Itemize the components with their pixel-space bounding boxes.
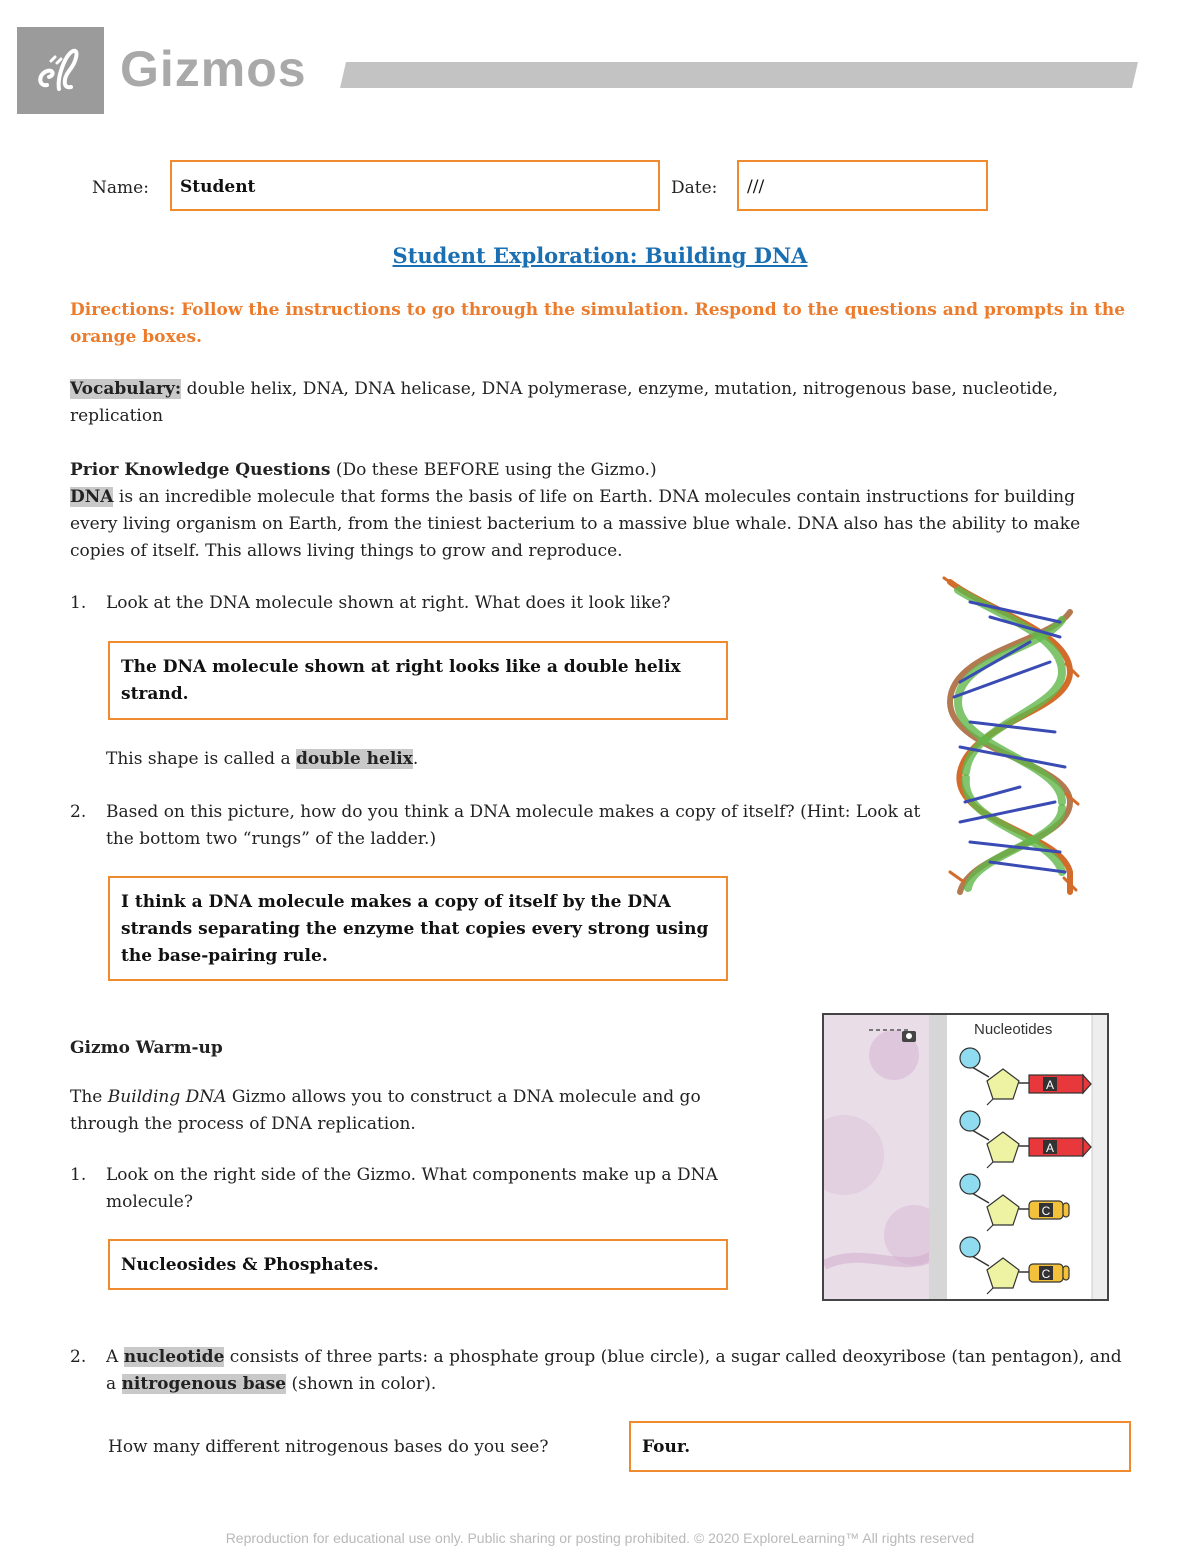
warmup-q1-number: 1. bbox=[70, 1165, 87, 1185]
name-label: Name: bbox=[92, 178, 149, 198]
name-value: Student bbox=[180, 177, 256, 197]
double-helix-term: double helix bbox=[296, 749, 413, 769]
name-field[interactable] bbox=[170, 160, 660, 211]
warmup-intro-post: Gizmo allows you to construct a DNA molecule and go through the process of DNA replication. bbox=[70, 1087, 701, 1134]
base-label: C bbox=[1041, 1267, 1051, 1281]
q1-followup-pre: This shape is called a bbox=[106, 749, 291, 769]
q1-text: Look at the DNA molecule shown at right. What does it look like? bbox=[106, 593, 671, 613]
q1-followup-post: . bbox=[412, 749, 419, 769]
q1-number: 1. bbox=[70, 593, 87, 613]
base-label: C bbox=[1041, 1204, 1051, 1218]
q2-answer: I think a DNA molecule makes a copy of itself by the DNA strands separating the enzyme that copies every strong using the base-pairing rule. bbox=[121, 892, 709, 966]
nucleotide-item[interactable] bbox=[959, 1110, 1099, 1172]
prior-knowledge-intro: is an incredible molecule that forms the basis of life on Earth. DNA molecules contain instructions for building every living organism on Earth, from the tiniest bacterium to a massive blue whale. DNA also has the ability to make copies of itself. This allows living things to grow and reproduce. bbox=[70, 487, 1081, 561]
q1-followup bbox=[106, 746, 418, 773]
sugar-icon bbox=[987, 1195, 1019, 1225]
warmup-intro bbox=[70, 1084, 750, 1138]
q1-answer: The DNA molecule shown at right looks like a double helix strand. bbox=[121, 657, 681, 704]
warmup-q1-answer-box[interactable] bbox=[108, 1239, 728, 1290]
header-bar bbox=[340, 60, 1140, 90]
warmup-q1-text: Look on the right side of the Gizmo. What components make up a DNA molecule? bbox=[106, 1165, 718, 1212]
warmup-q2-question: How many different nitrogenous bases do you see? bbox=[108, 1437, 549, 1457]
warmup-q2-part1: A bbox=[106, 1347, 119, 1367]
prior-knowledge-note: (Do these BEFORE using the Gizmo.) bbox=[335, 460, 657, 480]
warmup-q2-number: 2. bbox=[70, 1347, 87, 1367]
nucleotides-panel bbox=[822, 1013, 1109, 1301]
footer: Reproduction for educational use only. Public sharing or posting prohibited. © 2020 ExploreLearning™ All rights reserved bbox=[225, 1530, 975, 1546]
nucleotide-item[interactable] bbox=[959, 1047, 1099, 1109]
warmup-q1-answer: Nucleosides & Phosphates. bbox=[121, 1255, 379, 1275]
q2-number: 2. bbox=[70, 802, 87, 822]
nucleotide-item[interactable] bbox=[959, 1236, 1099, 1298]
sugar-icon bbox=[987, 1258, 1019, 1288]
warmup-q2-part2: consists of three parts: a phosphate group (blue circle), a sugar called deoxyribose (tan pentagon), and a bbox=[106, 1347, 1122, 1394]
nucleotides-title: Nucleotides bbox=[974, 1021, 1053, 1038]
warmup-q2-part3: (shown in color). bbox=[291, 1374, 437, 1394]
sugar-icon bbox=[987, 1132, 1019, 1162]
dna-term: DNA bbox=[70, 487, 114, 507]
sugar-icon bbox=[987, 1069, 1019, 1099]
q2-text: Based on this picture, how do you think a DNA molecule makes a copy of itself? (Hint: Look at the bottom two “rungs” of the ladder.) bbox=[106, 802, 921, 849]
page-title: Student Exploration: Building DNA bbox=[392, 243, 808, 268]
directions: Directions: Follow the instructions to go through the simulation. Respond to the questions and prompts in the orange boxes. bbox=[70, 300, 1126, 347]
date-label: Date: bbox=[671, 178, 718, 198]
vocabulary-label: Vocabulary: bbox=[70, 379, 182, 399]
nucleotide-term: nucleotide bbox=[123, 1347, 225, 1367]
prior-knowledge-section bbox=[70, 457, 1100, 565]
logo bbox=[17, 27, 104, 114]
gizmo-name: Building DNA bbox=[107, 1087, 227, 1107]
date-field[interactable] bbox=[737, 160, 988, 211]
warmup-q2-text bbox=[106, 1344, 1136, 1398]
vocabulary bbox=[70, 376, 1130, 430]
warmup-q2-answer: Four. bbox=[642, 1437, 691, 1457]
warmup-intro-pre: The bbox=[70, 1087, 103, 1107]
q2-answer-box[interactable] bbox=[108, 876, 728, 981]
q1-answer-box[interactable] bbox=[108, 641, 728, 720]
prior-knowledge-heading: Prior Knowledge Questions bbox=[70, 460, 331, 480]
phosphate-icon bbox=[960, 1111, 980, 1131]
nitrogenous-base-term: nitrogenous base bbox=[121, 1374, 287, 1394]
warmup-heading: Gizmo Warm-up bbox=[70, 1038, 223, 1058]
date-value: /// bbox=[747, 177, 765, 197]
phosphate-icon bbox=[960, 1237, 980, 1257]
warmup-q2-answer-box[interactable] bbox=[629, 1421, 1131, 1472]
nucleotide-item[interactable] bbox=[959, 1173, 1099, 1235]
vocabulary-text: double helix, DNA, DNA helicase, DNA polymerase, enzyme, mutation, nitrogenous base, nucleotide, replication bbox=[70, 379, 1059, 426]
phosphate-icon bbox=[960, 1048, 980, 1068]
logo-mark bbox=[17, 27, 104, 114]
base-label: A bbox=[1045, 1141, 1055, 1155]
dna-double-helix-image bbox=[930, 572, 1090, 902]
brand-name: Gizmos bbox=[120, 41, 307, 97]
base-label: A bbox=[1045, 1078, 1055, 1092]
phosphate-icon bbox=[960, 1174, 980, 1194]
